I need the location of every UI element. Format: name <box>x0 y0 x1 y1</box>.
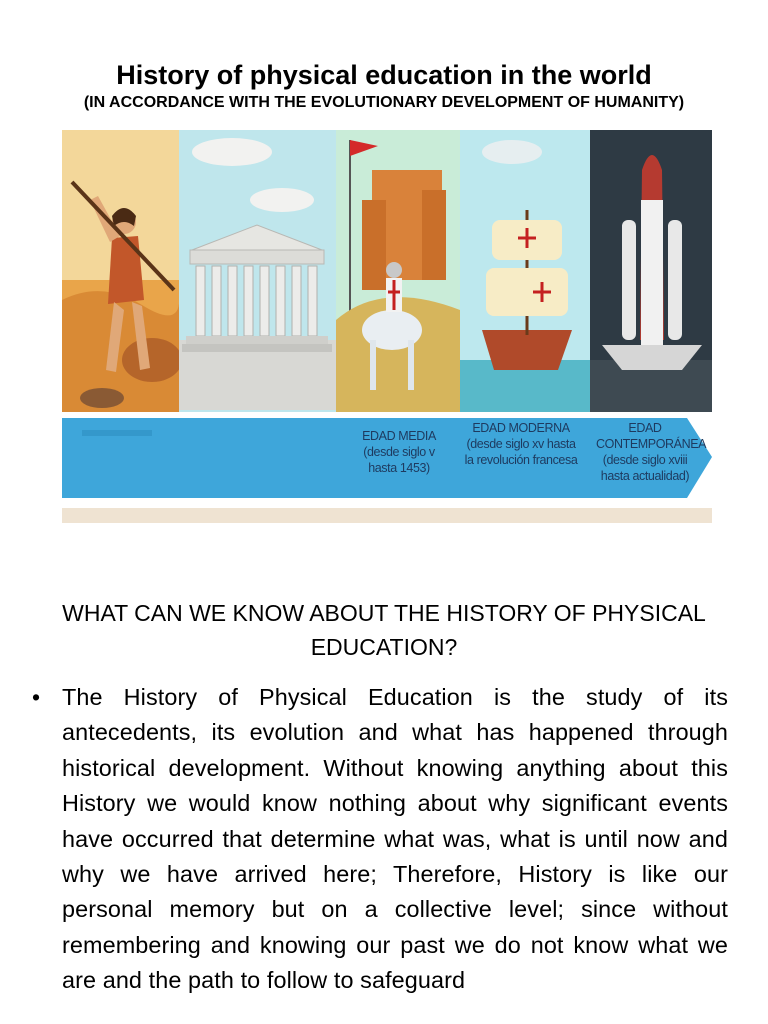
label-edad-media: EDAD MEDIA (desde siglo v hasta 1453) <box>362 429 436 475</box>
history-timeline-illustration <box>62 130 712 523</box>
bullet-text: The History of Physical Education is the study of its antecedents, its evolution and what has happened through historical development. Without knowing anything about this History we would know nothing about why significant events have occurred that determine what was, what is until now and why we have arrived here; Therefore, History is like our personal memory but on a collective level; since without remembering and knowing our past we do not know what we are and the path to follow to safeguard <box>62 684 728 994</box>
bullet-item <box>32 680 728 999</box>
page-title: History of physical education in the world <box>116 60 652 90</box>
page-subtitle: (IN ACCORDANCE WITH THE EVOLUTIONARY DEVELOPMENT OF HUMANITY) <box>83 94 685 111</box>
label-edad-moderna: EDAD MODERNA (desde siglo xv hasta la revolución francesa <box>464 421 578 467</box>
bullet-icon: • <box>32 684 41 710</box>
label-edad-contemporanea: EDAD CONTEMPORÁNEA (desde siglo xviii hasta actualidad) <box>596 421 707 483</box>
section-question: WHAT CAN WE KNOW ABOUT THE HISTORY OF PHYSICAL EDUCATION? <box>62 600 706 660</box>
